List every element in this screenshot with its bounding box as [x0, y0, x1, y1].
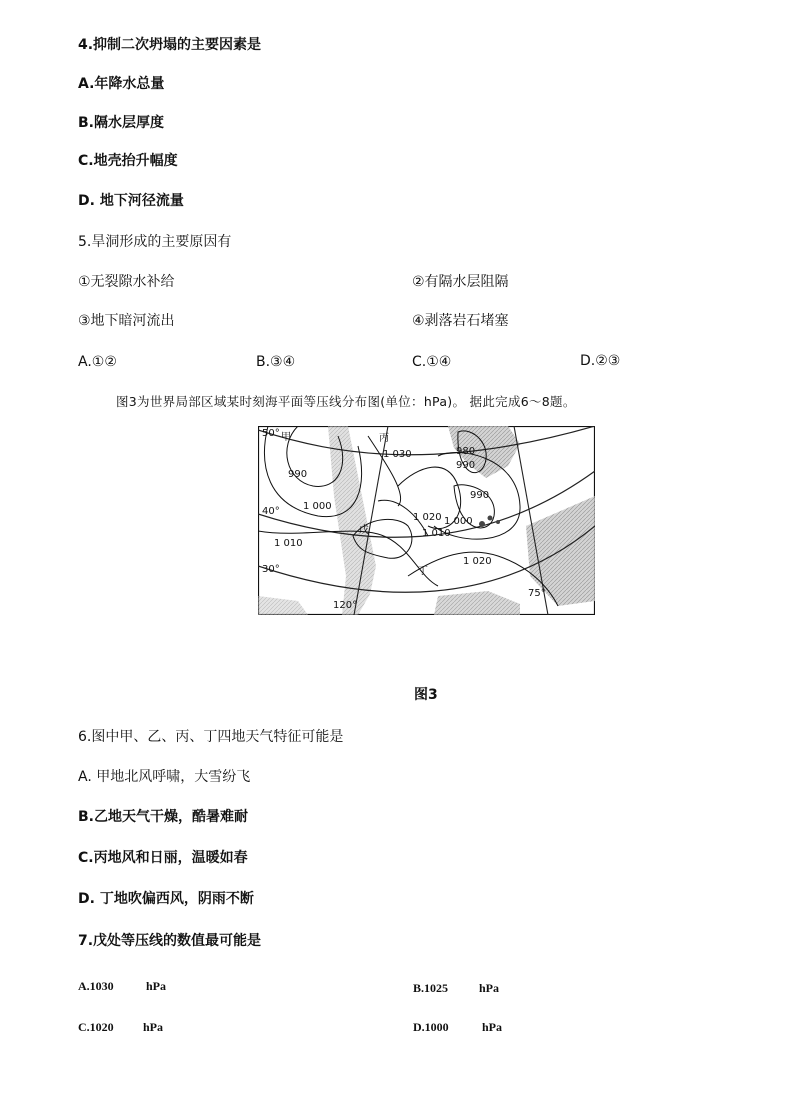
label-1020-b: 1 020 — [463, 556, 492, 567]
label-1010-b: 1 010 — [422, 528, 451, 539]
q7-option-c-unit: hPa — [143, 1020, 164, 1034]
label-lat-30: 30° — [262, 564, 280, 575]
question-7-stem: 7.戊处等压线的数值最可能是 — [78, 933, 262, 949]
q5-option-b[interactable]: B.③④ — [256, 354, 296, 370]
label-lat-40: 40° — [262, 506, 280, 517]
label-1010-a: 1 010 — [274, 538, 303, 549]
label-lon-75: 75° — [528, 588, 546, 599]
figure-intro: 图3为世界局部区域某时刻海平面等压线分布图(单位：hPa)。 据此完成6～8题。 — [116, 394, 576, 409]
lake-marker — [479, 521, 485, 527]
q5-item-3: ③地下暗河流出 — [78, 313, 175, 329]
label-1030: 1 030 — [383, 449, 412, 460]
q5-option-c[interactable]: C.①④ — [412, 354, 452, 370]
label-jia: 甲 — [281, 432, 291, 443]
q4-option-a[interactable]: A.年降水总量 — [78, 76, 165, 92]
q5-option-a[interactable]: A.①② — [78, 354, 117, 370]
q5-item-1: ①无裂隙水补给 — [78, 274, 175, 290]
figure-caption: 图3 — [414, 687, 438, 703]
label-990-b: 990 — [456, 460, 476, 471]
q4-option-c[interactable]: C.地壳抬升幅度 — [78, 153, 178, 169]
q7-option-c-value[interactable]: C.1020 — [78, 1020, 114, 1034]
label-lon-120: 120° — [333, 600, 358, 611]
label-1000-a: 1 000 — [303, 501, 332, 512]
q7-option-a-unit: hPa — [146, 979, 167, 993]
isobar-map — [258, 426, 595, 615]
q5-item-2: ②有隔水层阻隔 — [412, 274, 509, 290]
label-1020-a: 1 020 — [413, 512, 442, 523]
label-bing: 丙 — [379, 433, 389, 444]
q6-option-b[interactable]: B.乙地天气干燥，酷暑难耐 — [78, 809, 248, 825]
q4-option-d[interactable]: D. 地下河径流量 — [78, 193, 184, 209]
q7-option-b-value[interactable]: B.1025 — [413, 981, 449, 995]
lake-marker — [496, 520, 500, 524]
q7-option-a-value[interactable]: A.1030 — [78, 979, 114, 993]
q6-option-c[interactable]: C.丙地风和日丽，温暖如春 — [78, 850, 248, 866]
q4-option-b[interactable]: B.隔水层厚度 — [78, 115, 164, 131]
q5-option-d[interactable]: D.②③ — [580, 353, 621, 369]
question-5-stem: 5.旱洞形成的主要原因有 — [78, 234, 232, 250]
label-980: 980 — [456, 446, 476, 457]
label-ding: 丁 — [418, 566, 428, 577]
question-6-stem: 6.图中甲、乙、丙、丁四地天气特征可能是 — [78, 729, 344, 745]
label-1000-b: 1 000 — [444, 516, 473, 527]
label-990-a: 990 — [288, 469, 308, 480]
q7-option-d-value[interactable]: D.1000 — [413, 1020, 449, 1034]
label-wu: 戊 — [359, 525, 369, 536]
q5-item-4: ④剥落岩石堵塞 — [412, 313, 509, 329]
label-lat-50: 50° — [262, 428, 280, 439]
lake-marker — [488, 516, 493, 521]
question-4-stem: 4.抑制二次坍塌的主要因素是 — [78, 37, 262, 53]
q6-option-d[interactable]: D. 丁地吹偏西风，阴雨不断 — [78, 891, 254, 907]
q6-option-a[interactable]: A. 甲地北风呼啸，大雪纷飞 — [78, 769, 251, 785]
label-990-c: 990 — [470, 490, 490, 501]
q7-option-b-unit: hPa — [479, 981, 500, 995]
q7-option-d-unit: hPa — [482, 1020, 503, 1034]
